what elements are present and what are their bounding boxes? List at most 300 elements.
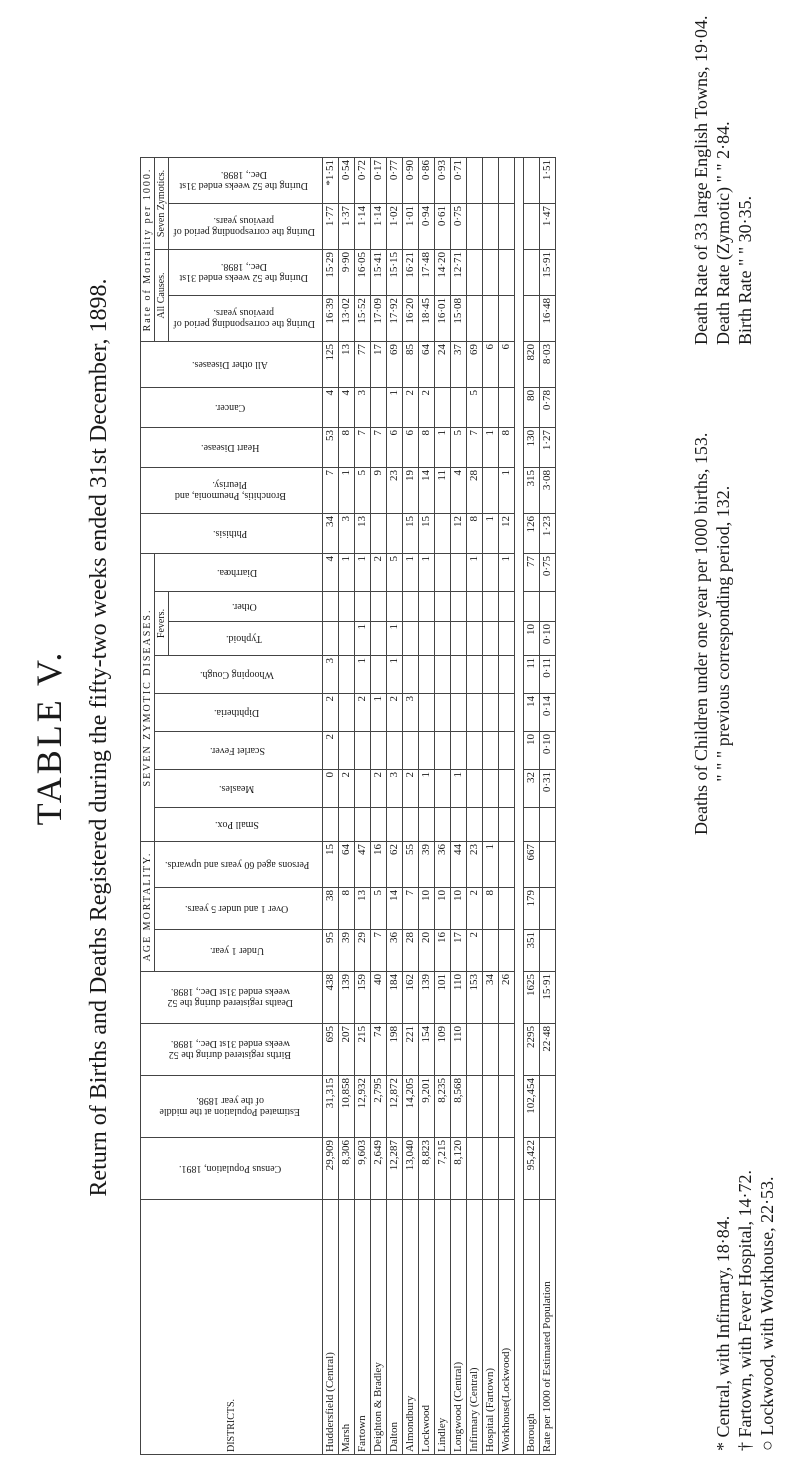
cell-r-zy: 0·86 bbox=[419, 158, 435, 204]
cell-births bbox=[483, 1024, 499, 1076]
cell-di bbox=[483, 694, 499, 732]
table-row bbox=[467, 158, 483, 1455]
cell-ty bbox=[451, 622, 467, 656]
cell-est: 12,872 bbox=[387, 1076, 403, 1138]
cell-ot bbox=[371, 592, 387, 622]
cell-ty: 1 bbox=[355, 622, 371, 656]
cell-ph: 12 bbox=[451, 514, 467, 554]
cell-r-zy-prev bbox=[467, 204, 483, 250]
cell-r-zy-prev: 1·02 bbox=[387, 204, 403, 250]
cell-sp bbox=[540, 808, 556, 842]
cell-pop: 9,603 bbox=[355, 1138, 371, 1200]
cell-oth: 8·03 bbox=[540, 342, 556, 388]
cell-r-all-prev: 16·48 bbox=[540, 296, 556, 342]
district-name: Rate per 1000 of Estimated Population bbox=[540, 1200, 556, 1455]
cell-ot bbox=[387, 592, 403, 622]
header-births: Births registered during the 52 weeks ended 31st Dec., 1898. bbox=[141, 1024, 323, 1076]
cell-pop bbox=[467, 1138, 483, 1200]
cell-u1: 39 bbox=[339, 930, 355, 972]
cell-ty: 0·10 bbox=[540, 622, 556, 656]
cell-sc: 10 bbox=[524, 732, 540, 770]
cell-o60: 47 bbox=[355, 842, 371, 888]
cell-sc bbox=[387, 732, 403, 770]
cell-br: 1 bbox=[339, 468, 355, 514]
cell-wh: 0·11 bbox=[540, 656, 556, 694]
cell-r-zy-prev: 1·47 bbox=[540, 204, 556, 250]
cell-o60: 55 bbox=[403, 842, 419, 888]
header-other-fevers: Other. bbox=[169, 592, 323, 622]
cell-ot bbox=[499, 592, 515, 622]
cell-wh: 11 bbox=[524, 656, 540, 694]
footnote-lockwood: ○ Lockwood, with Workhouse, 22·53. bbox=[757, 1176, 777, 1451]
cell-he: 7 bbox=[467, 428, 483, 468]
table-row bbox=[339, 158, 355, 1455]
cell-r-all: 16·05 bbox=[355, 250, 371, 296]
cell-r-all-prev bbox=[467, 296, 483, 342]
table-row bbox=[403, 158, 419, 1455]
cell-ty bbox=[499, 622, 515, 656]
cell-r-all: 12·71 bbox=[451, 250, 467, 296]
cell-deaths: 159 bbox=[355, 972, 371, 1024]
header-smallpox: Small Pox. bbox=[155, 808, 323, 842]
cell-he: 8 bbox=[499, 428, 515, 468]
cell-oth: 6 bbox=[483, 342, 499, 388]
cell-u5: 179 bbox=[524, 888, 540, 930]
district-name: Dalton bbox=[387, 1200, 403, 1455]
cell-me: 32 bbox=[524, 770, 540, 808]
header-rate-zy-prev: During the corresponding period of previous years. bbox=[169, 204, 323, 250]
cell-he: 1 bbox=[483, 428, 499, 468]
borough-total-row bbox=[524, 158, 540, 1455]
header-deaths: Deaths registered during the 52 weeks ended 31st Dec., 1898. bbox=[141, 972, 323, 1024]
cell-r-all bbox=[524, 250, 540, 296]
cell-sp bbox=[499, 808, 515, 842]
cell-dia bbox=[451, 554, 467, 592]
cell-he: 6 bbox=[387, 428, 403, 468]
cell-br: 315 bbox=[524, 468, 540, 514]
cell-births bbox=[499, 1024, 515, 1076]
cell-ca bbox=[483, 388, 499, 428]
table-subtitle: Return of Births and Deaths Registered during the fifty-two weeks ended 31st December, 1898. bbox=[86, 278, 112, 1197]
header-diarrhoea: Diarrhœa. bbox=[155, 554, 323, 592]
cell-est: 10,858 bbox=[339, 1076, 355, 1138]
cell-u5 bbox=[540, 888, 556, 930]
cell-sc bbox=[339, 732, 355, 770]
header-scarlet: Scarlet Fever. bbox=[155, 732, 323, 770]
cell-r-zy-prev: 1·37 bbox=[339, 204, 355, 250]
cell-ty: 1 bbox=[387, 622, 403, 656]
cell-ty bbox=[419, 622, 435, 656]
cell-ot bbox=[483, 592, 499, 622]
cell-di bbox=[499, 694, 515, 732]
cell-dia: 1 bbox=[355, 554, 371, 592]
cell-r-all-prev bbox=[483, 296, 499, 342]
cell-ca bbox=[499, 388, 515, 428]
cell-ph: 3 bbox=[339, 514, 355, 554]
cell-ca: 4 bbox=[339, 388, 355, 428]
cell-oth: 13 bbox=[339, 342, 355, 388]
cell-u1 bbox=[483, 930, 499, 972]
cell-o60: 62 bbox=[387, 842, 403, 888]
cell-he: 6 bbox=[403, 428, 419, 468]
cell-oth: 64 bbox=[419, 342, 435, 388]
cell-r-zy-prev: 1·14 bbox=[371, 204, 387, 250]
cell-dia bbox=[435, 554, 451, 592]
cell-oth: 6 bbox=[499, 342, 515, 388]
cell-pop: 8,823 bbox=[419, 1138, 435, 1200]
cell-births: 110 bbox=[451, 1024, 467, 1076]
header-population: Census Population, 1891. bbox=[141, 1138, 323, 1200]
cell-pop bbox=[540, 1138, 556, 1200]
cell-r-zy-prev bbox=[524, 204, 540, 250]
cell-r-zy: 1·51 bbox=[540, 158, 556, 204]
cell-r-zy-prev: 1·01 bbox=[403, 204, 419, 250]
cell-ot bbox=[524, 592, 540, 622]
cell-dia: 1 bbox=[467, 554, 483, 592]
cell-r-all: 16·21 bbox=[403, 250, 419, 296]
cell-r-zy: 0·17 bbox=[371, 158, 387, 204]
cell-deaths: 15·91 bbox=[540, 972, 556, 1024]
cell-he: 1 bbox=[435, 428, 451, 468]
cell-di: 2 bbox=[323, 694, 339, 732]
cell-wh bbox=[371, 656, 387, 694]
cell-ty bbox=[371, 622, 387, 656]
cell-br: 23 bbox=[387, 468, 403, 514]
cell-dia: 1 bbox=[419, 554, 435, 592]
footnote-infant-deaths: Deaths of Children under one year per 1000 births, 153. bbox=[691, 432, 711, 835]
cell-births: 22·48 bbox=[540, 1024, 556, 1076]
district-name: Lindley bbox=[435, 1200, 451, 1455]
cell-sp bbox=[339, 808, 355, 842]
cell-br bbox=[483, 468, 499, 514]
cell-r-all-prev: 17·92 bbox=[387, 296, 403, 342]
table-row bbox=[419, 158, 435, 1455]
header-fevers: Fevers. bbox=[155, 592, 169, 656]
cell-dia: 1 bbox=[339, 554, 355, 592]
cell-o60: 16 bbox=[371, 842, 387, 888]
cell-births: 695 bbox=[323, 1024, 339, 1076]
district-name: Fartown bbox=[355, 1200, 371, 1455]
footnote-zymotic-rate: Death Rate (Zymotic) " " 2·84. bbox=[713, 121, 733, 345]
cell-r-zy-prev: 1·14 bbox=[355, 204, 371, 250]
cell-me: 0 bbox=[323, 770, 339, 808]
cell-o60: 23 bbox=[467, 842, 483, 888]
footnote-birth-rate: Birth Rate " " 30·35. bbox=[735, 195, 755, 345]
cell-o60: 39 bbox=[419, 842, 435, 888]
cell-di bbox=[435, 694, 451, 732]
cell-ca bbox=[371, 388, 387, 428]
cell-dia: 5 bbox=[387, 554, 403, 592]
cell-sp bbox=[483, 808, 499, 842]
rate-per-1000-row bbox=[540, 158, 556, 1455]
cell-est bbox=[467, 1076, 483, 1138]
cell-births: 154 bbox=[419, 1024, 435, 1076]
cell-br: 3·08 bbox=[540, 468, 556, 514]
cell-ph: 12 bbox=[499, 514, 515, 554]
header-group-row bbox=[141, 158, 155, 1455]
cell-dia: 1 bbox=[499, 554, 515, 592]
cell-r-all bbox=[483, 250, 499, 296]
header-zymotic-group: SEVEN ZYMOTIC DISEASES. bbox=[141, 554, 155, 842]
header-rate-group: Rate of Mortality per 1000. bbox=[141, 158, 155, 342]
cell-deaths: 110 bbox=[451, 972, 467, 1024]
cell-u5: 8 bbox=[339, 888, 355, 930]
cell-ca: 2 bbox=[403, 388, 419, 428]
cell-ph: 13 bbox=[355, 514, 371, 554]
cell-wh: 3 bbox=[323, 656, 339, 694]
cell-deaths: 438 bbox=[323, 972, 339, 1024]
cell-r-zy: 0·72 bbox=[355, 158, 371, 204]
header-diphtheria: Diphtheria. bbox=[155, 694, 323, 732]
cell-est: 8,568 bbox=[451, 1076, 467, 1138]
cell-sc bbox=[355, 732, 371, 770]
table-row bbox=[387, 158, 403, 1455]
footnote-death-rate: Death Rate of 33 large English Towns, 19·04. bbox=[691, 15, 711, 345]
cell-sp bbox=[387, 808, 403, 842]
cell-r-all: 9·90 bbox=[339, 250, 355, 296]
cell-ty bbox=[323, 622, 339, 656]
cell-r-all: 15·91 bbox=[540, 250, 556, 296]
cell-deaths: 153 bbox=[467, 972, 483, 1024]
cell-br: 1 bbox=[499, 468, 515, 514]
cell-births: 2295 bbox=[524, 1024, 540, 1076]
table-row bbox=[499, 158, 515, 1455]
table-row bbox=[371, 158, 387, 1455]
cell-he: 5 bbox=[451, 428, 467, 468]
cell-ca: 1 bbox=[387, 388, 403, 428]
cell-o60: 1 bbox=[483, 842, 499, 888]
cell-deaths: 1625 bbox=[524, 972, 540, 1024]
header-est-population: Estimated Population at the middle of the year 1898. bbox=[141, 1076, 323, 1138]
cell-he: 1·27 bbox=[540, 428, 556, 468]
district-name: Longwood (Central) bbox=[451, 1200, 467, 1455]
cell-u5: 7 bbox=[403, 888, 419, 930]
cell-me bbox=[435, 770, 451, 808]
cell-u1: 17 bbox=[451, 930, 467, 972]
cell-pop: 2,649 bbox=[371, 1138, 387, 1200]
cell-r-zy: *1·51 bbox=[323, 158, 339, 204]
cell-sc bbox=[435, 732, 451, 770]
cell-me: 1 bbox=[419, 770, 435, 808]
cell-sc bbox=[403, 732, 419, 770]
cell-di: 2 bbox=[387, 694, 403, 732]
cell-r-zy: 0·93 bbox=[435, 158, 451, 204]
cell-est bbox=[499, 1076, 515, 1138]
cell-di: 3 bbox=[403, 694, 419, 732]
cell-u5: 5 bbox=[371, 888, 387, 930]
table-row bbox=[323, 158, 339, 1455]
cell-me bbox=[467, 770, 483, 808]
cell-ot bbox=[355, 592, 371, 622]
cell-wh bbox=[467, 656, 483, 694]
header-bronchitis: Bronchitis, Pneumonia, and Pleurisy. bbox=[141, 468, 323, 514]
cell-wh bbox=[403, 656, 419, 694]
cell-ph: 15 bbox=[403, 514, 419, 554]
header-1-to-5: Over 1 and under 5 years. bbox=[155, 888, 323, 930]
cell-deaths: 101 bbox=[435, 972, 451, 1024]
cell-deaths: 184 bbox=[387, 972, 403, 1024]
cell-me: 2 bbox=[339, 770, 355, 808]
cell-r-zy-prev: 0·75 bbox=[451, 204, 467, 250]
cell-oth: 77 bbox=[355, 342, 371, 388]
cell-br: 19 bbox=[403, 468, 419, 514]
cell-me: 1 bbox=[451, 770, 467, 808]
cell-sc: 2 bbox=[323, 732, 339, 770]
table-row bbox=[451, 158, 467, 1455]
cell-sp bbox=[355, 808, 371, 842]
cell-r-all: 15·29 bbox=[323, 250, 339, 296]
cell-births: 109 bbox=[435, 1024, 451, 1076]
cell-ph: 1·23 bbox=[540, 514, 556, 554]
cell-est: 102,454 bbox=[524, 1076, 540, 1138]
cell-est: 12,932 bbox=[355, 1076, 371, 1138]
cell-br: 9 bbox=[371, 468, 387, 514]
cell-r-zy bbox=[467, 158, 483, 204]
cell-br: 14 bbox=[419, 468, 435, 514]
cell-r-all-prev: 18·45 bbox=[419, 296, 435, 342]
cell-me: 2 bbox=[403, 770, 419, 808]
cell-o60: 64 bbox=[339, 842, 355, 888]
cell-dia: 4 bbox=[323, 554, 339, 592]
header-rate-all-52: During the 52 weeks ended 31st Dec., 1898. bbox=[169, 250, 323, 296]
cell-ty bbox=[403, 622, 419, 656]
district-name: Marsh bbox=[339, 1200, 355, 1455]
cell-u5: 8 bbox=[483, 888, 499, 930]
cell-ot bbox=[403, 592, 419, 622]
cell-ca: 2 bbox=[419, 388, 435, 428]
cell-oth: 69 bbox=[467, 342, 483, 388]
cell-r-all bbox=[499, 250, 515, 296]
row-spacer bbox=[515, 158, 524, 1455]
cell-di: 2 bbox=[355, 694, 371, 732]
header-age-mortality: AGE MORTALITY. bbox=[141, 842, 155, 972]
cell-sc bbox=[499, 732, 515, 770]
cell-wh: 1 bbox=[355, 656, 371, 694]
cell-pop: 12,287 bbox=[387, 1138, 403, 1200]
cell-ot bbox=[435, 592, 451, 622]
district-name: Infirmary (Central) bbox=[467, 1200, 483, 1455]
cell-ca bbox=[435, 388, 451, 428]
cell-di: 1 bbox=[371, 694, 387, 732]
cell-deaths: 139 bbox=[339, 972, 355, 1024]
footnote-central: * Central, with Infirmary, 18·84. bbox=[713, 1215, 733, 1451]
cell-ty bbox=[467, 622, 483, 656]
cell-br: 28 bbox=[467, 468, 483, 514]
cell-di: 14 bbox=[524, 694, 540, 732]
cell-est: 14,205 bbox=[403, 1076, 419, 1138]
cell-pop: 13,040 bbox=[403, 1138, 419, 1200]
cell-pop: 95,422 bbox=[524, 1138, 540, 1200]
cell-r-all bbox=[467, 250, 483, 296]
cell-u1: 36 bbox=[387, 930, 403, 972]
cell-me: 2 bbox=[371, 770, 387, 808]
footnotes-right bbox=[690, 15, 756, 345]
cell-u1: 95 bbox=[323, 930, 339, 972]
cell-oth: 820 bbox=[524, 342, 540, 388]
table-body bbox=[323, 158, 556, 1455]
cell-r-all-prev: 16·01 bbox=[435, 296, 451, 342]
cell-r-all-prev: 16·20 bbox=[403, 296, 419, 342]
cell-ca: 4 bbox=[323, 388, 339, 428]
cell-wh bbox=[483, 656, 499, 694]
cell-u1: 7 bbox=[371, 930, 387, 972]
cell-sp bbox=[403, 808, 419, 842]
cell-dia: 77 bbox=[524, 554, 540, 592]
cell-est bbox=[483, 1076, 499, 1138]
cell-pop bbox=[499, 1138, 515, 1200]
cell-u1: 20 bbox=[419, 930, 435, 972]
header-all-other: All other Diseases. bbox=[141, 342, 323, 388]
cell-ot bbox=[467, 592, 483, 622]
cell-ot bbox=[419, 592, 435, 622]
cell-di bbox=[467, 694, 483, 732]
cell-he: 7 bbox=[355, 428, 371, 468]
header-under1: Under 1 year. bbox=[155, 930, 323, 972]
cell-pop: 7,215 bbox=[435, 1138, 451, 1200]
cell-sc bbox=[371, 732, 387, 770]
district-name: Huddersfield (Central) bbox=[323, 1200, 339, 1455]
cell-wh: 1 bbox=[387, 656, 403, 694]
district-name: Deighton & Bradley bbox=[371, 1200, 387, 1455]
cell-r-zy bbox=[524, 158, 540, 204]
cell-r-zy-prev: 1·77 bbox=[323, 204, 339, 250]
cell-pop bbox=[483, 1138, 499, 1200]
cell-r-zy-prev: 0·94 bbox=[419, 204, 435, 250]
cell-est: 9,201 bbox=[419, 1076, 435, 1138]
cell-me: 0·31 bbox=[540, 770, 556, 808]
cell-pop: 29,909 bbox=[323, 1138, 339, 1200]
cell-u1: 29 bbox=[355, 930, 371, 972]
cell-r-all: 17·48 bbox=[419, 250, 435, 296]
cell-u5 bbox=[499, 888, 515, 930]
cell-births: 207 bbox=[339, 1024, 355, 1076]
cell-r-all-prev: 15·52 bbox=[355, 296, 371, 342]
cell-oth: 17 bbox=[371, 342, 387, 388]
cell-ty bbox=[339, 622, 355, 656]
district-name: Borough bbox=[524, 1200, 540, 1455]
cell-ca: 80 bbox=[524, 388, 540, 428]
district-name: Hospital (Fartown) bbox=[483, 1200, 499, 1455]
district-name: Workhouse(Lockwood) bbox=[499, 1200, 515, 1455]
cell-dia bbox=[483, 554, 499, 592]
cell-me bbox=[355, 770, 371, 808]
cell-ty bbox=[435, 622, 451, 656]
cell-births: 74 bbox=[371, 1024, 387, 1076]
table-row bbox=[355, 158, 371, 1455]
cell-di: 0·14 bbox=[540, 694, 556, 732]
cell-ph: 34 bbox=[323, 514, 339, 554]
cell-r-all: 14·20 bbox=[435, 250, 451, 296]
cell-oth: 69 bbox=[387, 342, 403, 388]
cell-ph: 1 bbox=[483, 514, 499, 554]
cell-births: 215 bbox=[355, 1024, 371, 1076]
cell-ph: 15 bbox=[419, 514, 435, 554]
cell-di bbox=[419, 694, 435, 732]
header-rate-all-prev: During the corresponding period of previous years. bbox=[169, 296, 323, 342]
cell-est bbox=[540, 1076, 556, 1138]
cell-ca: 0·78 bbox=[540, 388, 556, 428]
cell-dia: 0·75 bbox=[540, 554, 556, 592]
cell-r-zy-prev: 0·61 bbox=[435, 204, 451, 250]
header-phthisis: Phthisis. bbox=[141, 514, 323, 554]
cell-di bbox=[451, 694, 467, 732]
header-whooping: Whooping Cough. bbox=[155, 656, 323, 694]
cell-o60: 36 bbox=[435, 842, 451, 888]
cell-me bbox=[483, 770, 499, 808]
cell-sp bbox=[323, 808, 339, 842]
cell-o60 bbox=[540, 842, 556, 888]
cell-ph: 8 bbox=[467, 514, 483, 554]
